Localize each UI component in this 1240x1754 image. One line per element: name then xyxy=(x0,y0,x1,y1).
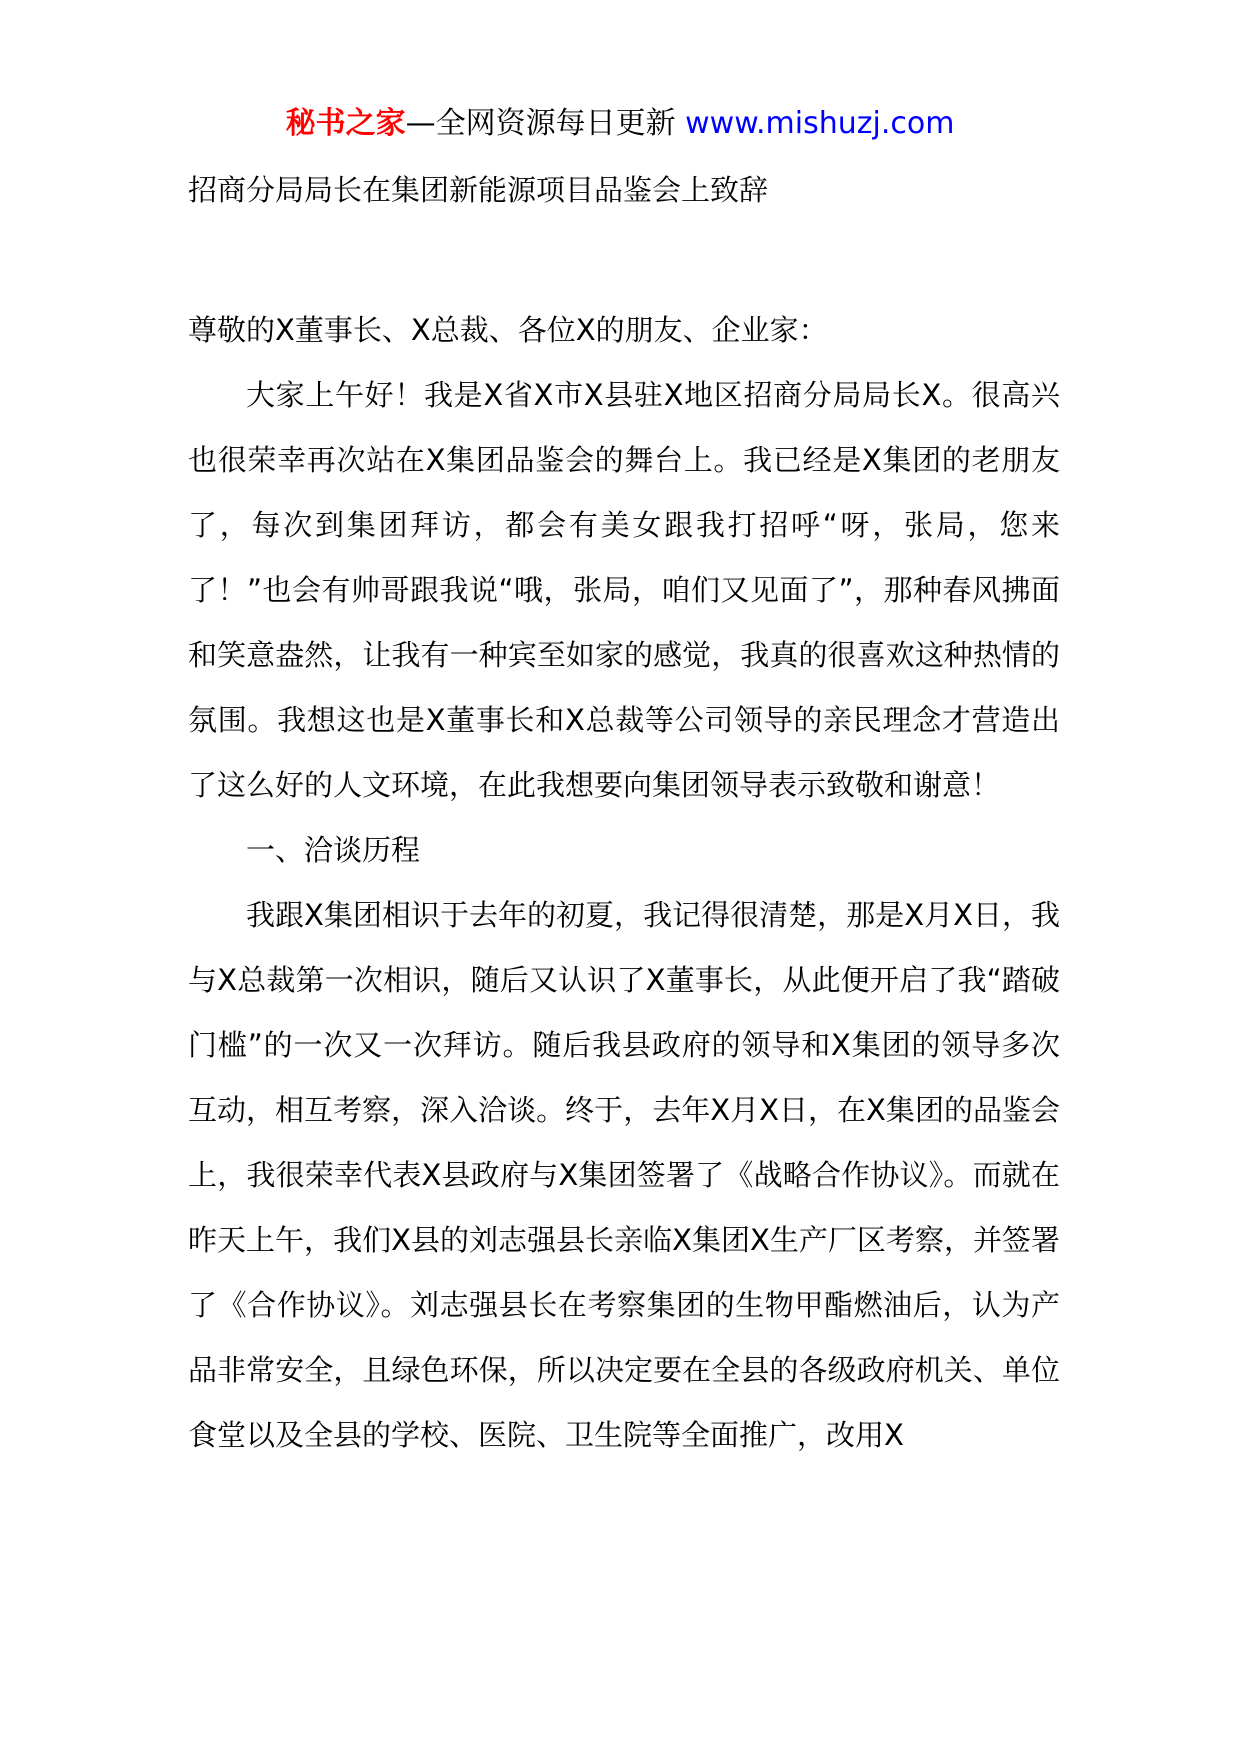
website-link[interactable]: www.mishuzj.com xyxy=(685,106,955,141)
document-body xyxy=(188,298,1060,1468)
document-title: 招商分局局长在集团新能源项目品鉴会上致辞 xyxy=(188,173,769,207)
salutation: 尊敬的X董事长、X总裁、各位X的朋友、企业家： xyxy=(188,313,828,347)
page-header xyxy=(0,100,1240,148)
paragraph-greeting: 大家上午好！我是X省X市X县驻X地区招商分局局长X。很高兴也很荣幸再次站在X集团品鉴会的舞台上。我已经是X集团的老朋友了，每次到集团拜访，都会有美女跟我打招呼“呀，张局，您来了！”也会有帅哥跟我说“哦，张局，咱们又见面了”，那种春风拂面和笑意盎然，让我有一种宾至如家的感觉，我真的很喜欢这种热情的氛围。我想这也是X董事长和X总裁等公司领导的亲民理念才营造出了这么好的人文环境，在此我想要向集团领导表示致敬和谢意！ xyxy=(188,378,1060,802)
paragraph-history: 我跟X集团相识于去年的初夏，我记得很清楚，那是X月X日，我与X总裁第一次相识，随后又认识了X董事长，从此便开启了我“踏破门槛”的一次又一次拜访。随后我县政府的领导和X集团的领导多次互动，相互考察，深入洽谈。终于，去年X月X日，在X集团的品鉴会上，我很荣幸代表X县政府与X集团签署了《战略合作协议》。而就在昨天上午，我们X县的刘志强县长亲临X集团X生产厂区考察，并签署了《合作协议》。刘志强县长在考察集团的生物甲酯燃油后，认为产品非常安全，且绿色环保，所以决定要在全县的各级政府机关、单位食堂以及全县的学校、医院、卫生院等全面推广，改用X xyxy=(188,898,1060,1452)
section-heading: 一、洽谈历程 xyxy=(246,833,421,867)
brand-name: 秘书之家 xyxy=(285,106,406,141)
header-tagline: —全网资源每日更新 xyxy=(405,106,686,141)
